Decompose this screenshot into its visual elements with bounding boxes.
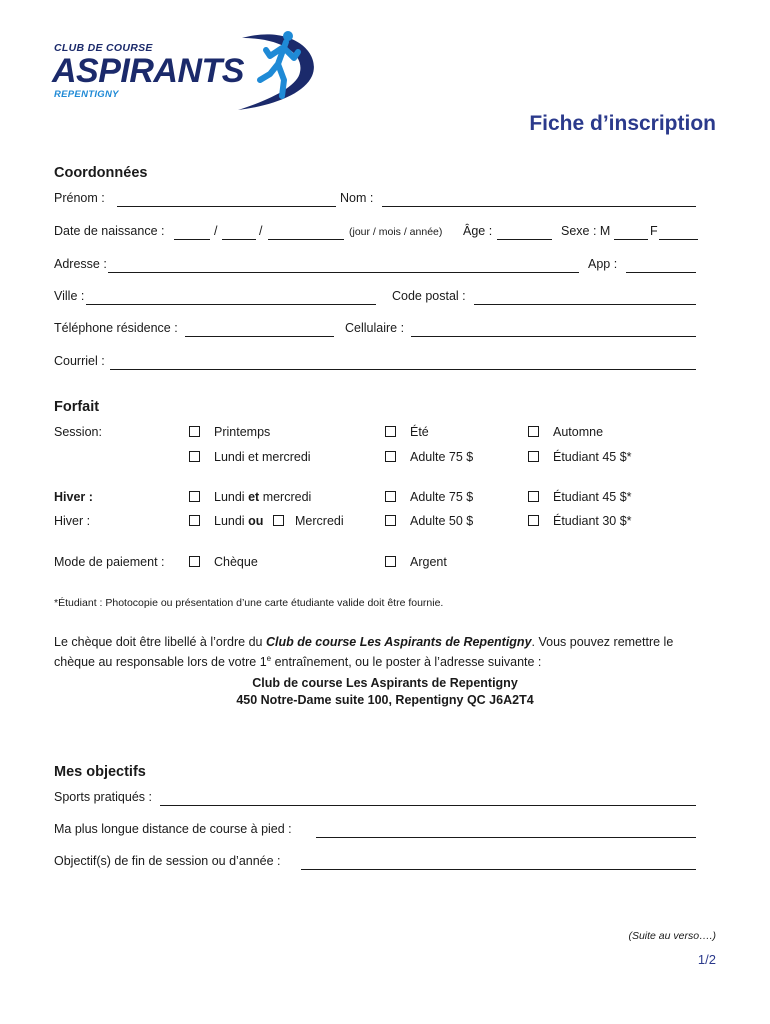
hiver2-adulte50-label: Adulte 50 $ bbox=[410, 514, 474, 528]
nom-label: Nom : bbox=[340, 191, 374, 205]
ville-field[interactable] bbox=[86, 288, 376, 305]
prenom-label: Prénom : bbox=[54, 191, 105, 205]
adresse-field[interactable] bbox=[108, 256, 579, 273]
logo-club-de-course: CLUB DE COURSE bbox=[54, 42, 153, 54]
courriel-field[interactable] bbox=[110, 353, 696, 370]
app-label: App : bbox=[588, 257, 618, 271]
hiver2-adulte50-checkbox[interactable] bbox=[385, 515, 396, 526]
hiver2-mercredi-checkbox[interactable] bbox=[273, 515, 284, 526]
date-format-hint: (jour / mois / année) bbox=[349, 226, 443, 238]
code-postal-field[interactable] bbox=[474, 288, 696, 305]
nom-field[interactable] bbox=[382, 190, 696, 207]
student-note: *Étudiant : Photocopie ou présentation d’une carte étudiante valide doit être fournie. bbox=[54, 597, 444, 609]
ete-label: Été bbox=[410, 425, 429, 439]
suite-au-verso: (Suite au verso….) bbox=[628, 930, 716, 942]
hiver2-lundi-checkbox[interactable] bbox=[189, 515, 200, 526]
cellulaire-field[interactable] bbox=[411, 320, 696, 337]
sports-field[interactable] bbox=[160, 789, 696, 806]
section-coordonnees-heading: Coordonnées bbox=[54, 165, 148, 181]
telephone-field[interactable] bbox=[185, 320, 334, 337]
session-label: Session: bbox=[54, 425, 102, 439]
sexe-f-field[interactable] bbox=[659, 223, 698, 240]
mailing-address-line1: Club de course Les Aspirants de Repentigny bbox=[252, 676, 518, 690]
age-field[interactable] bbox=[497, 223, 552, 240]
birth-day-field[interactable] bbox=[174, 223, 210, 240]
hiver2-ou: ou bbox=[248, 514, 264, 528]
objectif-label: Objectif(s) de fin de session ou d’année : bbox=[54, 854, 281, 868]
age-label: Âge : bbox=[463, 224, 493, 238]
payment-line2-a: chèque au responsable lors de votre 1 bbox=[54, 655, 267, 670]
argent-label: Argent bbox=[410, 555, 447, 569]
sexe-f-label: F bbox=[650, 224, 658, 238]
date-slash-2: / bbox=[259, 224, 263, 238]
hiver-bold-label: Hiver : bbox=[54, 490, 93, 504]
hiver1-etudiant45-label: Étudiant 45 $* bbox=[553, 490, 632, 504]
session-etudiant45-label: Étudiant 45 $* bbox=[553, 450, 632, 464]
code-postal-label: Code postal : bbox=[392, 289, 466, 303]
hiver2-lundi-ou-label bbox=[214, 514, 263, 528]
page-title: Fiche d’inscription bbox=[529, 112, 716, 135]
page-number: 1/2 bbox=[697, 952, 716, 967]
printemps-label: Printemps bbox=[214, 425, 271, 439]
ete-checkbox[interactable] bbox=[385, 426, 396, 437]
hiver1-lundi-mercredi-checkbox[interactable] bbox=[189, 491, 200, 502]
payment-instructions-line2 bbox=[54, 654, 541, 669]
birth-month-field[interactable] bbox=[222, 223, 256, 240]
automne-checkbox[interactable] bbox=[528, 426, 539, 437]
hiver1-et: et bbox=[248, 490, 260, 504]
birth-year-field[interactable] bbox=[268, 223, 344, 240]
payment-line1-a: Le chèque doit être libellé à l’ordre du bbox=[54, 635, 266, 649]
session-etudiant45-checkbox[interactable] bbox=[528, 451, 539, 462]
hiver1-mercredi: mercredi bbox=[262, 490, 312, 504]
mailing-address-line2: 450 Notre-Dame suite 100, Repentigny QC J6A2T4 bbox=[236, 693, 534, 707]
payment-line2-b: entraînement, ou le poster à l’adresse suivante : bbox=[271, 655, 542, 670]
cellulaire-label: Cellulaire : bbox=[345, 321, 405, 335]
date-slash-1: / bbox=[214, 224, 218, 238]
sports-label: Sports pratiqués : bbox=[54, 790, 152, 804]
courriel-label: Courriel : bbox=[54, 354, 105, 368]
hiver2-mercredi-label: Mercredi bbox=[295, 514, 344, 528]
runner-swoosh-icon bbox=[212, 28, 322, 112]
session-adulte75-checkbox[interactable] bbox=[385, 451, 396, 462]
ville-label: Ville : bbox=[54, 289, 85, 303]
app-field[interactable] bbox=[626, 256, 696, 273]
payment-instructions-line1 bbox=[54, 635, 673, 649]
argent-checkbox[interactable] bbox=[385, 556, 396, 567]
sexe-m-label: Sexe : M bbox=[561, 224, 611, 238]
session-lundi-mercredi-label: Lundi et mercredi bbox=[214, 450, 311, 464]
hiver1-adulte75-checkbox[interactable] bbox=[385, 491, 396, 502]
printemps-checkbox[interactable] bbox=[189, 426, 200, 437]
cheque-label: Chèque bbox=[214, 555, 258, 569]
club-logo bbox=[52, 28, 322, 112]
session-lundi-mercredi-checkbox[interactable] bbox=[189, 451, 200, 462]
logo-aspirants: ASPIRANTS bbox=[52, 52, 244, 90]
mode-paiement-label: Mode de paiement : bbox=[54, 555, 165, 569]
date-naissance-label: Date de naissance : bbox=[54, 224, 165, 238]
hiver2-lundi: Lundi bbox=[214, 514, 245, 528]
hiver2-etudiant30-checkbox[interactable] bbox=[528, 515, 539, 526]
automne-label: Automne bbox=[553, 425, 604, 439]
hiver1-etudiant45-checkbox[interactable] bbox=[528, 491, 539, 502]
distance-field[interactable] bbox=[316, 821, 696, 838]
session-adulte75-label: Adulte 75 $ bbox=[410, 450, 474, 464]
section-objectifs-heading: Mes objectifs bbox=[54, 764, 146, 780]
section-forfait-heading: Forfait bbox=[54, 399, 100, 415]
hiver1-lundi-et-mercredi-label bbox=[214, 490, 311, 504]
sexe-m-field[interactable] bbox=[614, 223, 648, 240]
telephone-label: Téléphone résidence : bbox=[54, 321, 178, 335]
distance-label: Ma plus longue distance de course à pied : bbox=[54, 822, 292, 836]
cheque-checkbox[interactable] bbox=[189, 556, 200, 567]
payment-line1-c: . Vous pouvez remettre le bbox=[531, 635, 674, 649]
hiver1-adulte75-label: Adulte 75 $ bbox=[410, 490, 474, 504]
hiver2-etudiant30-label: Étudiant 30 $* bbox=[553, 514, 632, 528]
adresse-label: Adresse : bbox=[54, 257, 107, 271]
payment-line2-sup: e bbox=[266, 654, 272, 663]
hiver-label: Hiver : bbox=[54, 514, 91, 528]
logo-repentigny: REPENTIGNY bbox=[54, 89, 119, 100]
payment-line1-club: Club de course Les Aspirants de Repentigny bbox=[265, 635, 532, 649]
prenom-field[interactable] bbox=[117, 190, 336, 207]
objectif-field[interactable] bbox=[301, 853, 696, 870]
hiver1-lundi: Lundi bbox=[214, 490, 245, 504]
